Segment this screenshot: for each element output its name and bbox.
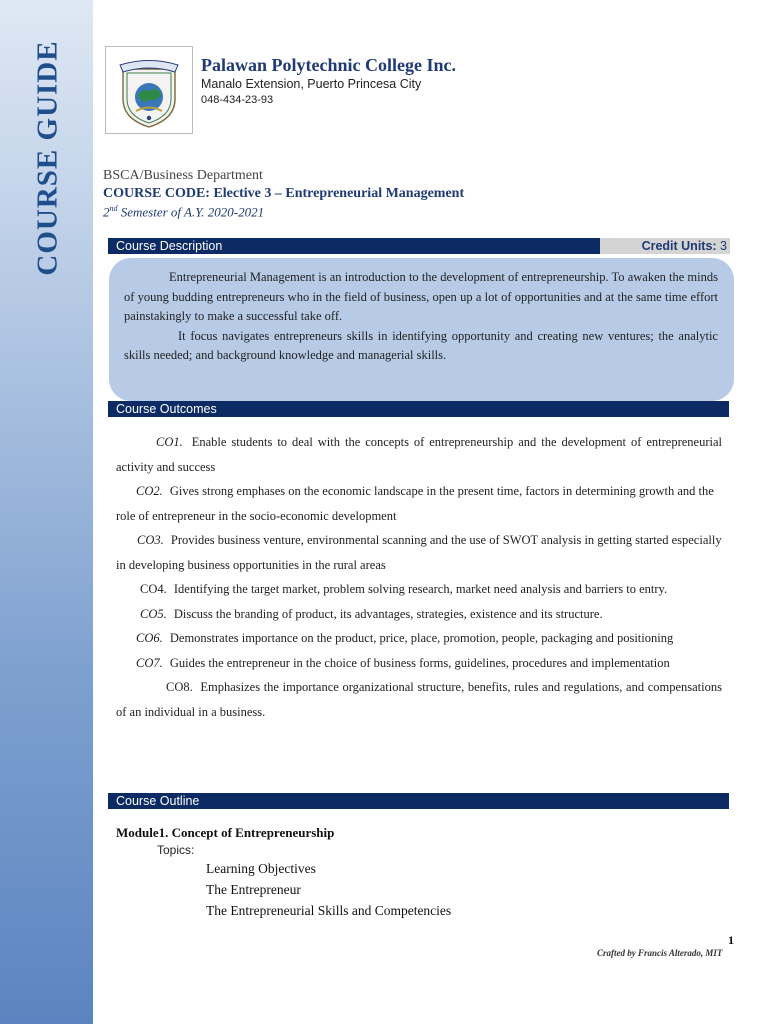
sidebar-title: COURSE GUIDE [31,40,64,276]
department-label: BSCA/Business Department [103,168,263,183]
outcome-code: CO5. [140,606,167,621]
outcome-co5 [116,602,722,627]
credit-units [600,238,730,254]
outcome-co7 [116,651,722,676]
course-outcomes-list [116,430,722,724]
topic-item: The Entrepreneurial Skills and Competencies [206,903,452,918]
college-name: Palawan Polytechnic College Inc. [201,55,456,75]
outcome-text: Gives strong emphases on the economic landscape in the present time, factors in determining growth and the role of entrepreneur in the socio-economic development [116,484,714,523]
semester-ordinal: 2 [103,204,110,220]
description-paragraph-2: It focus navigates entrepreneurs skills in identifying opportunity and creating new ventures; the analytic skills needed; and background knowledge and managerial skills. [124,328,718,362]
outcome-text: Identifying the target market, problem solving research, market need analysis and barriers to entry. [173,582,668,596]
outcome-co3 [116,528,722,577]
outcome-code: CO7. [136,655,163,670]
outcome-code: CO6. [136,631,163,645]
topics-label: Topics: [157,843,195,857]
outcome-text: Discuss the branding of product, its advantages, strategies, existence and its structure. [173,606,603,621]
college-phone: 048-434-23-93 [201,94,274,106]
outcome-co6 [116,626,722,651]
outcome-co8 [116,675,722,724]
course-code: COURSE CODE: Elective 3 – Entrepreneurial Management [103,186,465,201]
crafted-by: Crafted by Francis Alterado, MIT [597,948,723,958]
course-description-box [109,258,734,401]
page-number: 1 [728,933,734,947]
outcome-code: CO4. [140,582,167,596]
topic-item: Learning Objectives [206,861,316,876]
course-outline-heading: Course Outline [108,793,729,809]
credit-units-label: Credit Units: [641,239,717,253]
college-address: Manalo Extension, Puerto Princesa City [201,77,422,91]
module-title: Module1. Concept of Entrepreneurship [116,825,335,840]
outcome-code: CO1. [156,435,183,449]
course-outcomes-heading: Course Outcomes [108,401,729,417]
semester-label [103,204,264,220]
outcome-code: CO2. [136,484,163,498]
semester-suffix: nd [109,204,118,213]
outcome-co2 [116,479,722,528]
outcome-text: Guides the entrepreneur in the choice of business forms, guidelines, procedures and implementation [169,655,670,670]
outcome-co4 [116,577,722,602]
college-seal-icon [105,46,193,134]
outcome-text: Enable students to deal with the concepts of entrepreneurship and the development of entrepreneurial activity and success [116,435,723,474]
sidebar-band [0,0,93,1024]
course-description-heading: Course Description [108,238,729,254]
outcome-co1 [116,430,722,479]
outcome-code: CO8. [166,680,193,694]
topic-item: The Entrepreneur [206,882,301,897]
outcome-text: Demonstrates importance on the product, price, place, promotion, people, packaging and positioning [169,631,674,645]
semester-rest: Semester of A.Y. 2020-2021 [117,204,265,220]
description-paragraph-1: Entrepreneurial Management is an introduction to the development of entrepreneurship. To awaken the minds of young budding entrepreneurs who in the field of business, open up a lot of opportunities and at the same time effort painstakingly to make a successful take off. [124,270,718,323]
credit-units-value: 3 [720,239,727,253]
outcome-code: CO3. [137,533,164,547]
outcome-text: Provides business venture, environmental scanning and the use of SWOT analysis in getting started especially in developing business opportunities in the rural areas [116,533,722,572]
outcome-text: Emphasizes the importance organizational structure, benefits, rules and regulations, and compensations of an individual in a business. [116,680,722,719]
